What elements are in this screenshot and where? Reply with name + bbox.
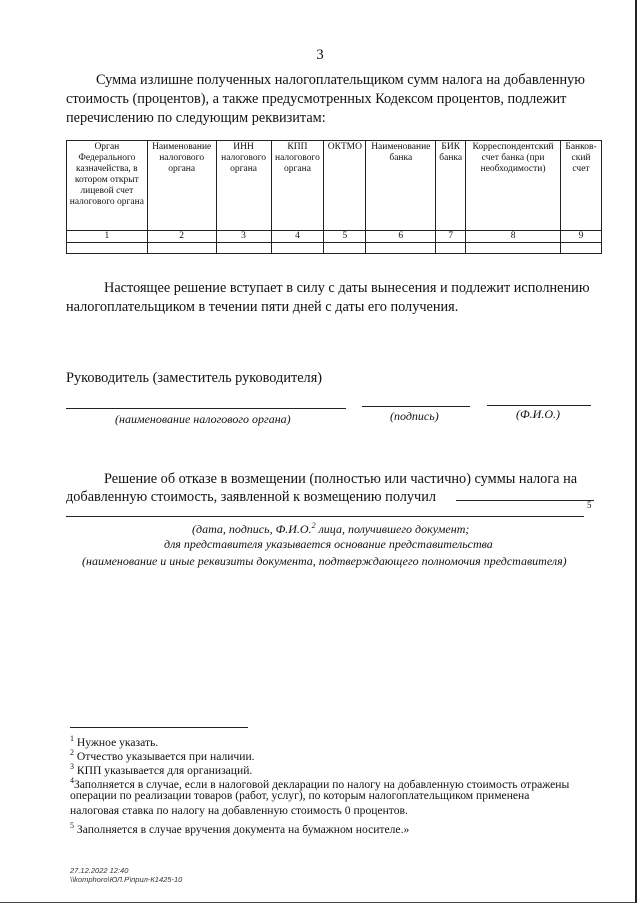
col-number: 4 [271,231,324,243]
col-number: 8 [466,231,561,243]
footnote-4-line-2: операции по реализации товаров (работ, услуг), по которым налогоплательщиком применена [70,789,530,802]
footnote-4-line-1: $^4$Заполняется в случае, если в налоговой декларации по налогу на добавленную стоимость отражены [70,776,570,791]
footnote-2: $^2$ Отчество указывается при наличии. [70,748,255,763]
table-empty-row [67,243,602,254]
receiver-caption-3: (наименование и иные реквизиты документа, подтверждающего полномочия представителя) [82,554,567,568]
footnote-3: $^3$ КПП указывается для организаций. [70,762,253,777]
header-bik: БИК банка [436,141,466,231]
refusal-line-1: Решение об отказе в возмещении (полностью или частично) суммы налога на [104,471,578,487]
col-number: 5 [324,231,366,243]
intro-line-2: стоимость (процентов), а также предусмотренных Кодексом процентов, подлежит [66,91,567,107]
receiver-line-1 [456,500,594,501]
page-number: 3 [316,47,324,63]
col-number: 9 [561,231,602,243]
file-path: \\komphoro\ЮЛ.Р\прил-К1425-10 [70,875,183,884]
col-number: 6 [366,231,436,243]
name-line [487,405,591,406]
intro-line-3: перечислению по следующим реквизитам: [66,110,326,126]
footnote-separator [70,727,248,728]
decision-line-1: Настоящее решение вступает в силу с даты вынесения и подлежит исполнению [104,280,590,296]
receiver-line-2 [66,516,584,517]
header-corr-account: Корреспондентский счет банка (при необходимости) [466,141,561,231]
requisites-table [66,140,602,254]
receiver-caption-1: (дата, подпись, Ф.И.О.$^2$ лица, получившего документ; [192,521,470,536]
footnote-ref-5: 5 [587,500,592,510]
header-bank-name: Наименование банка [366,141,436,231]
print-timestamp: 27.12.2022 12:40 [70,866,129,875]
table-number-row [67,231,602,243]
org-name-caption: (наименование налогового органа) [115,412,291,426]
header-oktmo: ОКТМО [324,141,366,231]
header-treasury: Орган Федерального казначейства, в котором открыт лицевой счет налогового органа [67,141,148,231]
refusal-line-2: добавленную стоимость, заявленной к возмещению получил [66,489,437,505]
intro-line-1: Сумма излишне полученных налогоплательщиком сумм налога на добавленную [96,72,585,88]
header-inn: ИНН налогового органа [216,141,271,231]
receiver-caption-2: для представителя указывается основание представительства [164,537,493,551]
header-kpp: КПП налогового органа [271,141,324,231]
org-name-line [66,408,346,409]
signature-caption: (подпись) [390,409,439,423]
name-caption: (Ф.И.О.) [516,407,560,421]
table-header-row [67,141,602,231]
footnote-5: $^5$ Заполняется в случае вручения документа на бумажном носителе.» [70,821,410,836]
col-number: 3 [216,231,271,243]
col-number: 2 [147,231,216,243]
header-bank-account: Банков-ский счет [561,141,602,231]
col-number: 1 [67,231,148,243]
header-tax-authority: Наименование налогового органа [147,141,216,231]
decision-line-2: налогоплательщиком в течении пяти дней с даты его получения. [66,299,459,315]
signature-line [362,406,470,407]
footnote-4-line-3: налоговая ставка по налогу на добавленную стоимость 0 процентов. [70,804,408,817]
signature-head: Руководитель (заместитель руководителя) [66,370,323,386]
footnote-1: $^1$ Нужное указать. [70,734,159,749]
col-number: 7 [436,231,466,243]
